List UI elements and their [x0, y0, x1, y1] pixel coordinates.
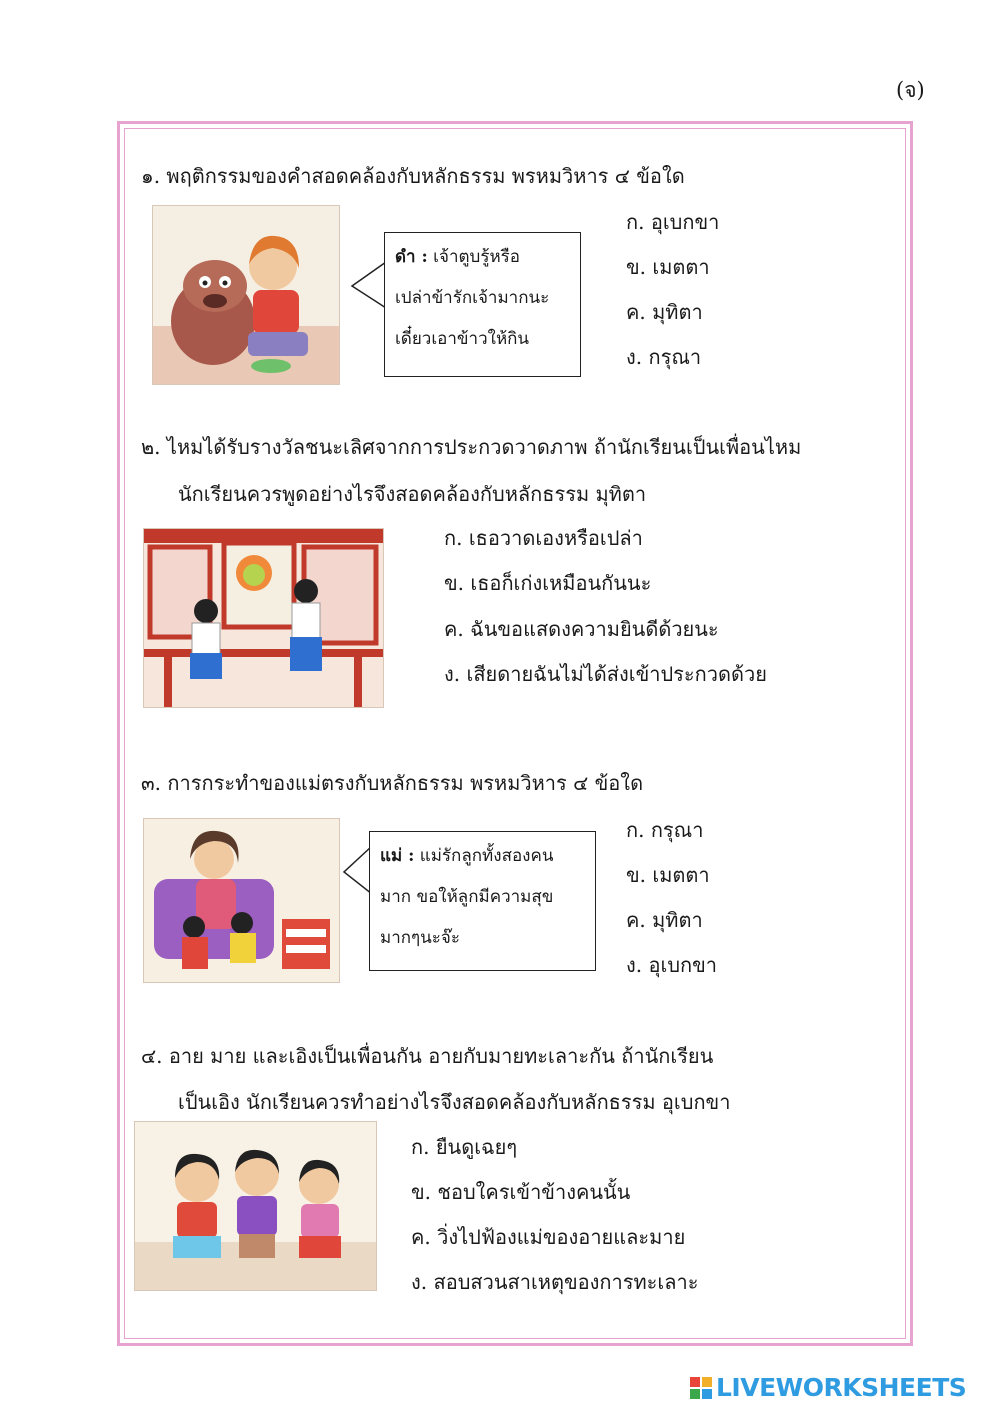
question-1-text: ๑. พฤติกรรมของคำสอดคล้องกับหลักธรรม พรหมวิหาร ๔ ข้อใด — [141, 164, 685, 188]
option-q2-a[interactable]: ก. เธอวาดเองหรือเปล่า — [444, 526, 643, 550]
bubble-line: เดี๋ยวเอาข้าวให้กิน — [395, 329, 530, 349]
option-q4-a[interactable]: ก. ยืนดูเฉยๆ — [411, 1135, 518, 1159]
option-q1-c[interactable]: ค. มุทิตา — [626, 300, 703, 324]
option-q3-c[interactable]: ค. มุทิตา — [626, 908, 703, 932]
bubble-line: เจ้าตูบรู้หรือ — [427, 247, 521, 267]
bubble-line: มาก ขอให้ลูกมีความสุข — [380, 887, 554, 907]
option-q2-c[interactable]: ค. ฉันขอแสดงความยินดีด้วยนะ — [444, 617, 719, 641]
question-4-text: ๔. อาย มาย และเอิงเป็นเพื่อนกัน อายกับมายทะเลาะกัน ถ้านักเรียน — [141, 1044, 714, 1068]
bubble-speaker: แม่ : — [380, 846, 415, 866]
question-2-text-line2: นักเรียนควรพูดอย่างไรจึงสอดคล้องกับหลักธรรม มุทิตา — [178, 482, 647, 506]
brand-icon — [690, 1377, 712, 1399]
option-q1-a[interactable]: ก. อุเบกขา — [626, 210, 720, 234]
option-q3-d[interactable]: ง. อุเบกขา — [626, 953, 718, 977]
option-q3-b[interactable]: ข. เมตตา — [626, 863, 710, 887]
page-number: (จ) — [896, 78, 925, 102]
bubble-speaker: ดำ : — [395, 247, 428, 267]
option-q4-d[interactable]: ง. สอบสวนสาเหตุของการทะเลาะ — [411, 1270, 699, 1294]
option-q1-d[interactable]: ง. กรุณา — [626, 345, 702, 369]
speech-bubble-1 — [384, 232, 581, 377]
liveworksheets-logo[interactable] — [690, 1373, 966, 1402]
option-q4-b[interactable]: ข. ชอบใครเข้าข้างคนนั้น — [411, 1180, 631, 1204]
question-1-illustration — [152, 205, 340, 385]
question-2-illustration — [143, 528, 384, 708]
option-q1-b[interactable]: ข. เมตตา — [626, 255, 710, 279]
question-2-text: ๒. ไหมได้รับรางวัลชนะเลิศจากการประกวดวาดภาพ ถ้านักเรียนเป็นเพื่อนไหม — [141, 435, 802, 459]
question-3-text: ๓. การกระทำของแม่ตรงกับหลักธรรม พรหมวิหาร ๔ ข้อใด — [141, 771, 644, 795]
question-3-illustration — [143, 818, 340, 983]
option-q3-a[interactable]: ก. กรุณา — [626, 818, 704, 842]
brand-name: LIVEWORKSHEETS — [716, 1373, 967, 1402]
question-4-illustration — [134, 1121, 377, 1291]
option-q2-d[interactable]: ง. เสียดายฉันไม่ได้ส่งเข้าประกวดด้วย — [444, 662, 767, 686]
bubble-line: เปล่าข้ารักเจ้ามากนะ — [395, 288, 550, 308]
bubble-line: มากๆนะจ๊ะ — [380, 928, 461, 948]
option-q4-c[interactable]: ค. วิ่งไปฟ้องแม่ของอายและมาย — [411, 1225, 686, 1249]
option-q2-b[interactable]: ข. เธอก็เก่งเหมือนกันนะ — [444, 571, 652, 595]
question-4-text-line2: เป็นเอิง นักเรียนควรทำอย่างไรจึงสอดคล้องกับหลักธรรม อุเบกขา — [178, 1090, 731, 1114]
bubble-line: แม่รักลูกทั้งสองคน — [414, 846, 554, 866]
speech-bubble-3 — [369, 831, 596, 971]
